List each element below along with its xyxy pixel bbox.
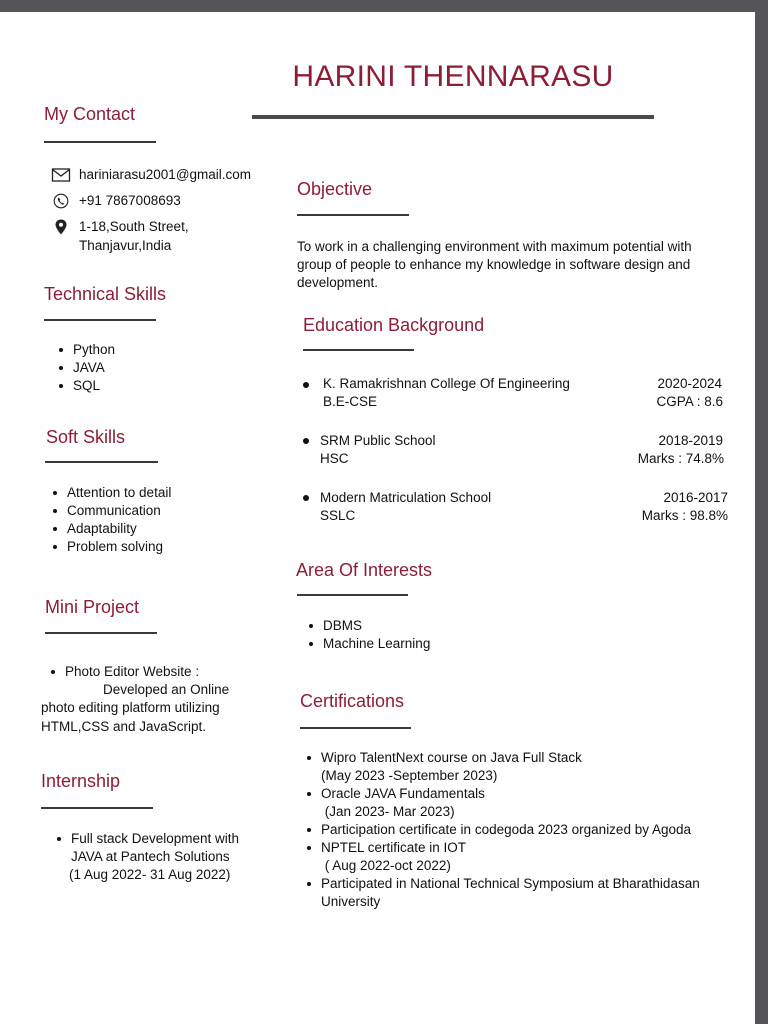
objective-text: To work in a challenging environment with maximum potential with group of people to enhance my knowledge in software design and development.	[297, 239, 692, 290]
internship-line1: Full stack Development with	[71, 831, 240, 846]
education-score: CGPA : 8.6	[656, 394, 723, 409]
education-degree: SSLC	[320, 508, 356, 523]
certifications-rule	[300, 727, 411, 729]
phone-icon	[51, 193, 71, 209]
certifications-list	[321, 749, 700, 911]
education-years: 2020-2024	[657, 376, 722, 391]
contact-rule	[44, 141, 156, 143]
mini-project-list	[65, 663, 199, 681]
internship-line3: (1 Aug 2022- 31 Aug 2022)	[69, 867, 231, 882]
mini-project-title: Photo Editor Website :	[65, 664, 200, 679]
mini-project-heading: Mini Project	[45, 597, 140, 617]
internship-heading: Internship	[41, 771, 121, 791]
list-item: DBMS	[323, 617, 430, 635]
bullet-dot	[303, 382, 309, 388]
soft-skills-list	[67, 484, 171, 556]
list-item: NPTEL certificate in IOT	[321, 839, 700, 857]
candidate-name: HARINI THENNARASU	[292, 60, 614, 93]
contact-phone[interactable]: +91 7867008693	[79, 193, 181, 208]
internship-line2: JAVA at Pantech Solutions	[71, 849, 230, 864]
list-item: Communication	[67, 502, 171, 520]
education-school: Modern Matriculation School	[320, 490, 492, 505]
mail-icon	[51, 167, 71, 183]
list-item-detail: (May 2023 -September 2023)	[321, 768, 498, 783]
internship-rule	[41, 807, 153, 809]
list-item: Participation certificate in codegoda 2023 organized by Agoda	[321, 821, 700, 839]
education-score: Marks : 98.8%	[641, 508, 728, 523]
objective-rule	[297, 214, 409, 216]
education-school: SRM Public School	[320, 433, 436, 448]
list-item-detail: (Jan 2023- Mar 2023)	[321, 804, 455, 819]
mini-project-rule	[45, 632, 157, 634]
list-item: Problem solving	[67, 538, 171, 556]
list-item: Attention to detail	[67, 485, 172, 500]
list-item: SQL	[73, 377, 115, 395]
education-school: K. Ramakrishnan College Of Engineering	[323, 376, 570, 391]
list-item-detail: University	[321, 894, 381, 909]
list-item-detail: ( Aug 2022-oct 2022)	[321, 858, 451, 873]
bullet-dot	[303, 495, 309, 501]
objective-heading: Objective	[297, 179, 373, 199]
certifications-heading: Certifications	[300, 691, 405, 711]
list-item: Adaptability	[67, 520, 171, 538]
list-item: Participated in National Technical Symposium at Bharathidasan	[321, 876, 700, 891]
mini-project-line4: HTML,CSS and JavaScript.	[41, 719, 207, 734]
education-degree: HSC	[320, 451, 349, 466]
list-item: Wipro TalentNext course on Java Full Stack	[321, 749, 700, 767]
bullet-dot	[303, 438, 309, 444]
education-years: 2018-2019	[658, 433, 723, 448]
list-item: Machine Learning	[323, 636, 431, 651]
education-score: Marks : 74.8%	[637, 451, 724, 466]
interests-rule	[297, 594, 408, 596]
list-item: Python	[73, 342, 116, 357]
education-rule	[303, 349, 414, 351]
soft-skills-rule	[45, 461, 158, 463]
internship-list	[71, 830, 239, 848]
contact-email[interactable]: hariniarasu2001@gmail.com	[79, 167, 252, 182]
name-underline	[252, 115, 654, 119]
soft-skills-heading: Soft Skills	[46, 427, 126, 447]
mini-project-line2: Developed an Online	[103, 682, 230, 697]
contact-address-line1: 1-18,South Street,	[79, 219, 189, 234]
education-heading: Education Background	[303, 315, 485, 335]
technical-skills-rule	[44, 319, 156, 321]
technical-skills-heading: Technical Skills	[44, 284, 167, 304]
contact-heading: My Contact	[44, 104, 136, 124]
technical-skills-list	[73, 341, 115, 395]
education-years: 2016-2017	[663, 490, 728, 505]
location-pin-icon	[51, 219, 71, 235]
list-item: Oracle JAVA Fundamentals	[321, 785, 700, 803]
mini-project-line3: photo editing platform utilizing	[41, 700, 220, 715]
education-degree: B.E-CSE	[323, 394, 378, 409]
interests-list	[323, 617, 430, 653]
contact-address-line2: Thanjavur,India	[79, 238, 172, 253]
interests-heading: Area Of Interests	[296, 560, 433, 580]
list-item: JAVA	[73, 359, 115, 377]
